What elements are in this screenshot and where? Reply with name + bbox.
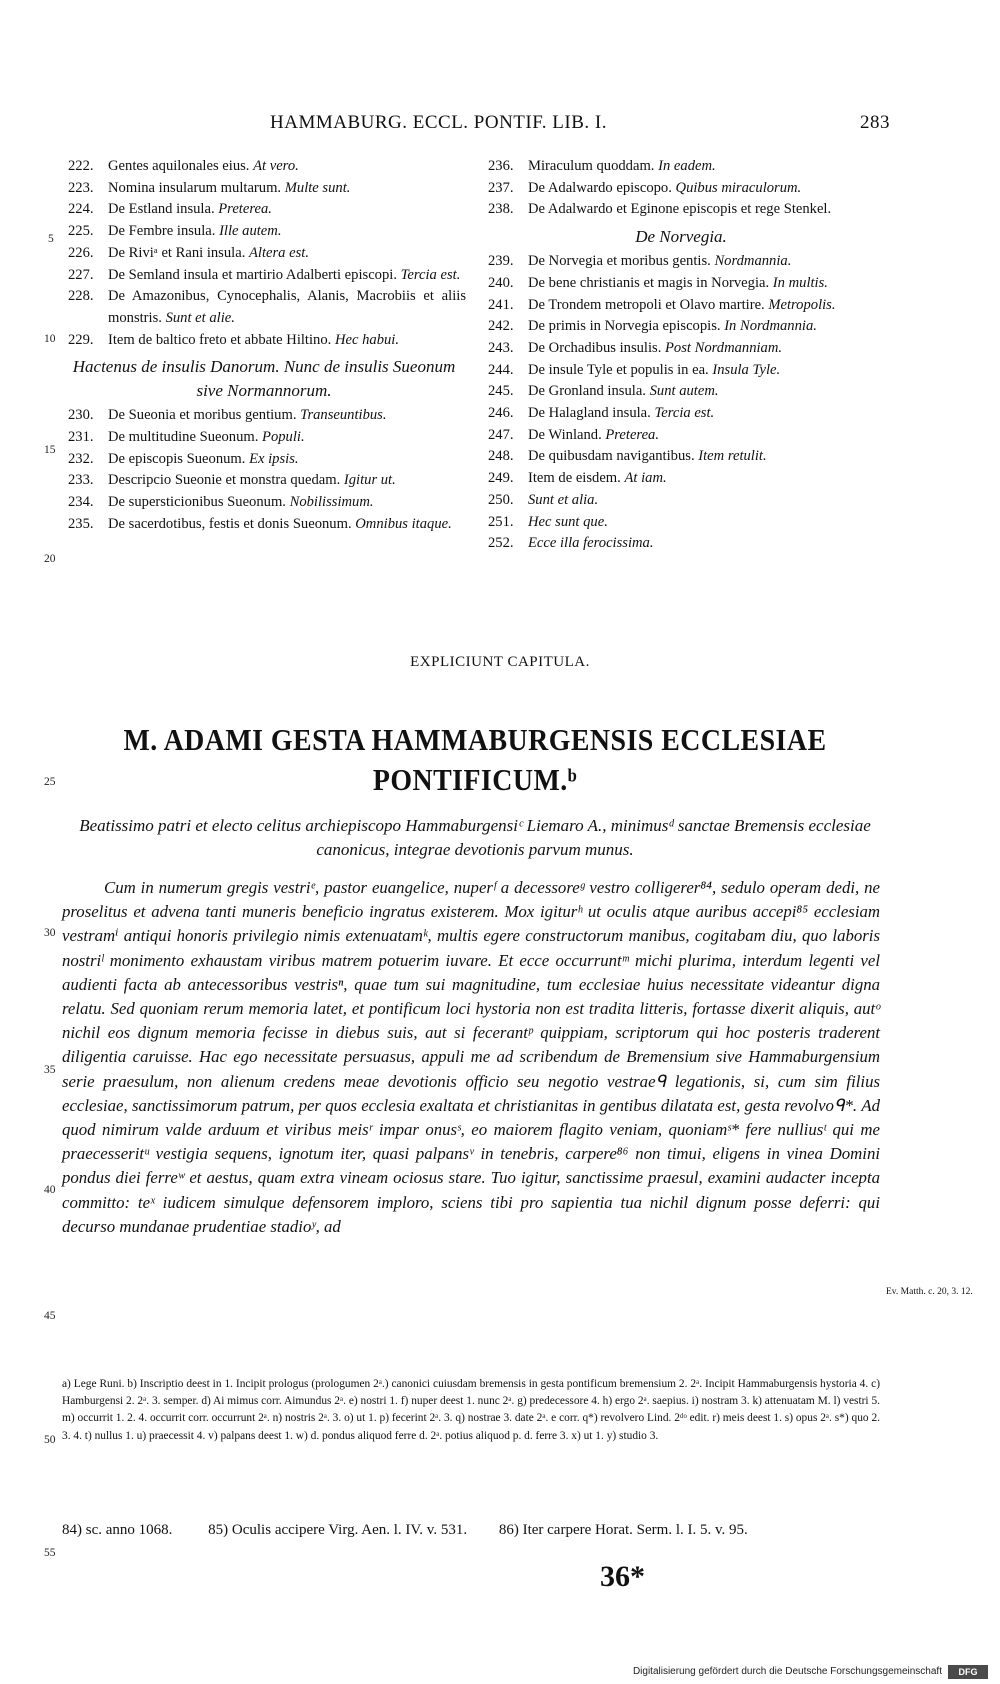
toc-entry-number: 248.	[488, 448, 514, 465]
toc-entry-incipit: Item retulit.	[698, 448, 767, 465]
toc-entry-incipit: Transeuntibus.	[300, 407, 387, 424]
toc-entry	[62, 492, 466, 514]
line-number: 30	[44, 927, 56, 939]
reference-note: 85) Oculis accipere Virg. Aen. l. IV. v. 531.	[208, 1522, 468, 1538]
toc-entry-title: De quibusdam navigantibus.	[528, 448, 695, 465]
toc-entry-title: De multitudine Sueonum.	[108, 429, 259, 446]
toc-entry-incipit: Preterea.	[218, 201, 272, 218]
toc-entry-incipit: Nobilissimum.	[289, 494, 374, 511]
toc-entry-number: 247.	[488, 426, 514, 443]
toc-right-heading: De Norvegia.	[635, 227, 727, 247]
toc-entry-title: De Adalwardo episcopo.	[528, 179, 672, 196]
digitization-note: Digitalisierung gefördert durch die Deutsche Forschungsgemeinschaft	[632, 1666, 942, 1677]
toc-entry-number: 245.	[488, 383, 514, 400]
toc-entry	[62, 221, 466, 243]
toc-entry-incipit: Nordmannia.	[714, 253, 792, 270]
toc-entry-title: De Adalwardo et Eginone episcopis et rege Stenkel.	[528, 201, 832, 218]
toc-left-heading: Hactenus de insulis Danorum. Nunc de insulis Sueonum sive Normannorum.	[72, 357, 456, 401]
toc-entry-title: Nomina insularum multarum.	[108, 179, 282, 196]
toc-entry-number: 238.	[488, 201, 514, 218]
toc-entry-incipit: Metropolis.	[768, 296, 836, 313]
toc-entry-incipit: Tercia est.	[654, 405, 715, 422]
toc-entry-title: De Estland insula.	[108, 201, 215, 218]
toc-entry-number: 237.	[488, 179, 514, 196]
dedication: Beatissimo patri et electo celitus archiepiscopo Hammaburgensiᶜ Liemaro A., minimusᵈ sanctae Bremensis ecclesiae canonicus, integrae devotionis parvum munus.	[79, 816, 871, 859]
toc-entry-title: De Amazonibus, Cynocephalis, Alanis, Macrobiis et aliis monstris.	[108, 288, 466, 326]
toc-entry-incipit: Igitur ut.	[343, 472, 396, 489]
work-title-line-1: M. ADAMI GESTA HAMMABURGENSIS ECCLESIAE	[123, 722, 827, 757]
toc-entry	[482, 468, 880, 490]
toc-entry-incipit: In Nordmannia.	[724, 318, 817, 335]
toc-entry-number: 240.	[488, 274, 514, 291]
toc-entry	[482, 199, 880, 221]
toc-entry	[62, 286, 466, 329]
toc-entry	[482, 251, 880, 273]
toc-entry	[482, 533, 880, 555]
dfg-logo: DFG	[948, 1665, 988, 1679]
toc-entry-incipit: Multe sunt.	[284, 179, 351, 196]
toc-entry	[62, 449, 466, 471]
toc-entry-title: De Orchadibus insulis.	[528, 339, 662, 356]
toc-entry	[62, 243, 466, 265]
toc-entry-incipit: In eadem.	[658, 158, 716, 174]
toc-entry-title: De Riviᵃ et Rani insula.	[108, 244, 246, 261]
toc-entry	[482, 295, 880, 317]
toc-entry-title: De bene christianis et magis in Norvegia.	[528, 274, 770, 291]
toc-entry-number: 230.	[68, 407, 94, 424]
toc-entry	[482, 360, 880, 382]
toc-entry-title: De Gronland insula.	[528, 383, 646, 400]
toc-entry-title: De episcopis Sueonum.	[108, 450, 246, 467]
header-title: HAMMABURG. ECCL. PONTIF. LIB. I.	[270, 112, 607, 133]
line-number: 40	[44, 1184, 56, 1196]
toc-entry-number: 252.	[488, 535, 514, 552]
toc-entry-title: De primis in Norvegia episcopis.	[528, 318, 721, 335]
signature-mark: 36*	[600, 1560, 645, 1593]
toc-entry	[482, 512, 880, 534]
toc-entry-number: 233.	[68, 472, 94, 489]
toc-entry-number: 236.	[488, 158, 514, 174]
reference-note: 86) Iter carpere Horat. Serm. l. I. 5. v. 95.	[498, 1522, 748, 1538]
toc-entry	[62, 199, 466, 221]
explicit-line: EXPLICIUNT CAPITULA.	[410, 654, 590, 670]
toc-entry-number: 224.	[68, 201, 94, 218]
line-number: 50	[44, 1434, 56, 1446]
toc-entry-title: De Trondem metropoli et Olavo martire.	[528, 296, 765, 313]
toc-entry-number: 232.	[68, 450, 94, 467]
toc-entry-number: 228.	[68, 288, 94, 305]
line-number: 35	[44, 1064, 56, 1076]
toc-entry-number: 223.	[68, 179, 94, 196]
toc-entry-title: Miraculum quoddam.	[528, 158, 655, 174]
toc-entry-title: Item de baltico freto et abbate Hiltino.	[108, 331, 332, 348]
toc-entry-title: De insule Tyle et populis in ea.	[528, 361, 709, 378]
toc-entry-title: De Fembre insula.	[108, 223, 216, 240]
toc-entry	[482, 273, 880, 295]
toc-entry-incipit: Sunt et alie.	[165, 309, 235, 326]
toc-left-column	[62, 156, 466, 536]
toc-entry-number: 225.	[68, 223, 94, 240]
toc-entry-title: De Norvegia et moribus gentis.	[528, 253, 711, 270]
work-title-line-2: PONTIFICUM.ᵇ	[372, 762, 578, 797]
toc-entry	[62, 470, 466, 492]
toc-entry-incipit: Populi.	[262, 429, 305, 446]
toc-entry-incipit: Omnibus itaque.	[355, 515, 452, 532]
reference-note: 84) sc. anno 1068.	[62, 1522, 173, 1538]
toc-entry	[62, 265, 466, 287]
toc-entry	[482, 490, 880, 512]
toc-entry-number: 243.	[488, 339, 514, 356]
toc-entry	[62, 156, 466, 178]
toc-entry-incipit: Tercia est.	[400, 266, 461, 283]
toc-entry-title: De supersticionibus Sueonum.	[108, 494, 286, 511]
toc-entry	[482, 425, 880, 447]
toc-entry	[62, 514, 466, 536]
toc-entry-title: Descripcio Sueonie et monstra quedam.	[108, 472, 341, 489]
page-number: 283	[860, 112, 890, 133]
toc-entry-number: 241.	[488, 296, 514, 313]
toc-right-column	[482, 156, 880, 555]
toc-entry-number: 234.	[68, 494, 94, 511]
toc-entry-number: 246.	[488, 405, 514, 422]
toc-entry-title: De sacerdotibus, festis et donis Sueonum.	[108, 515, 352, 532]
toc-entry-number: 251.	[488, 513, 514, 530]
line-number: 20	[44, 553, 56, 565]
toc-entry-incipit: At iam.	[624, 470, 667, 487]
toc-entry-number: 250.	[488, 491, 514, 508]
toc-entry	[482, 178, 880, 200]
toc-entry-incipit: Hec habui.	[334, 331, 399, 348]
toc-entry	[62, 330, 466, 352]
margin-note: Ev. Matth. c. 20, 3. 12.	[886, 1287, 973, 1297]
toc-entry-incipit: Altera est.	[249, 244, 309, 261]
line-number: 5	[48, 233, 54, 245]
toc-entry	[62, 427, 466, 449]
toc-entry-title: De Sueonia et moribus gentium.	[108, 407, 297, 424]
toc-entry-incipit: Ecce illa ferocissima.	[528, 535, 654, 552]
toc-entry-incipit: Sunt et alia.	[528, 491, 599, 508]
toc-entry-incipit: Ex ipsis.	[249, 450, 299, 467]
line-number: 55	[44, 1547, 56, 1559]
toc-entry	[482, 316, 880, 338]
toc-entry-incipit: Sunt autem.	[649, 383, 719, 400]
toc-entry	[482, 156, 880, 178]
toc-entry-number: 231.	[68, 429, 94, 446]
toc-entry-incipit: Insula Tyle.	[712, 361, 781, 378]
line-number: 10	[44, 333, 56, 345]
toc-entry-number: 249.	[488, 470, 514, 487]
toc-entry	[482, 403, 880, 425]
line-number: 25	[44, 776, 56, 788]
reference-notes	[62, 1520, 880, 1541]
toc-entry	[482, 338, 880, 360]
toc-entry-incipit: Quibus miraculorum.	[675, 179, 802, 196]
work-title	[102, 720, 849, 800]
toc-entry-incipit: Hec sunt que.	[528, 513, 608, 530]
toc-entry-number: 227.	[68, 266, 94, 283]
toc-entry-number: 242.	[488, 318, 514, 335]
toc-entry-title: Item de eisdem.	[528, 470, 621, 487]
toc-entry	[482, 381, 880, 403]
toc-entry-title: De Winland.	[528, 426, 602, 443]
toc-entry-number: 226.	[68, 244, 94, 261]
toc-entry-number: 222.	[68, 158, 94, 174]
toc-entry-incipit: Preterea.	[605, 426, 659, 443]
toc-entry-title: De Halagland insula.	[528, 405, 651, 422]
toc-entry-incipit: Ille autem.	[219, 223, 282, 240]
toc-entry-incipit: At vero.	[253, 158, 299, 174]
toc-entry-title: De Semland insula et martirio Adalberti episcopi.	[108, 266, 397, 283]
toc-entry-number: 239.	[488, 253, 514, 270]
critical-apparatus: a) Lege Runi. b) Inscriptio deest in 1. Incipit prologus (prologumen 2ᵃ.) canonici cuiusdam bremensis in gesta pontificum bremensium 2. 2ᵃ. Incipit Hammaburgensis hystoria 4. c) Hamburgensi 2. 2ᵃ. 3. semper. d) Ai mimus corr. Aimundus 2ᵃ. e) nostri 1. f) nuper deest 1. nunc 2ᵃ. g) predecessore 4. h) ergo 2ᵃ. saepius. i) nostram 3. k) attenuatam M. l) vestri 5. m) occurrit 1. 2. 4. occurrit corr. occurrunt 2ᵃ. n) nostris 2ᵃ. 3. o) ut 1. p) fecerint 2ᵃ. 3. q) nostrae 3. date 2ᵃ. e corr. q*) revolvero Lind. 2ᵈᵒ edit. r) meis deest 1. s) opus 2ᵃ. s*) quo 2. 3. 4. t) nullus 1. u) praecessit 4. v) palpans deest 1. w) d. pondus aliquod ferre d. 2ᵃ. potius aliquod p. d. ferre 3. x) ut 1. y) studio 3.	[62, 1378, 880, 1442]
toc-entry	[62, 405, 466, 427]
toc-entry	[482, 446, 880, 468]
line-number: 45	[44, 1310, 56, 1322]
prologue-text: Cum in numerum gregis vestriᵉ, pastor euangelice, nuperᶠ a decessoreᵍ vestro colligerer⁸⁴, sedulo operam dedi, ne proselitus et advena tanti muneris beneficio ingratus existerem. Mox igiturʰ ut oculis atque auribus accepi⁸⁵ ecclesiam vestramⁱ antiqui honoris privilegio nimis extenuatamᵏ, multis egere constructorum manibus, cogitabam diu, quo laboris nostriˡ monimento exhaustam viribus matrem potuerim iuvare. Et ecce occurruntᵐ michi plurima, interdum legenti vel audienti facta ab antecessoribus vestrisⁿ, quae tum sui magnitudine, tum ecclesiae huius necessitate videantur digna relatu. Sed quoniam rerum memoria latet, et pontificum loci hystoria non est tradita litteris, fortasse dixerit aliquis, autᵒ nichil eos dignum memoria fecisse in diebus suis, aut si fecerantᵖ quippiam, scriptorum qui hoc posteris traderent diligentia caruisse. Hac ego necessitate persuasus, appuli me ad scribendum de Bremensium sive Hammaburgensium serie praesulum, non alienum credens meae devotionis officio seu negotio vestraeᑫ legationis, si, cum sim filius ecclesiae, sanctissimorum patrum, per quos ecclesia exaltata et christianitas in gentibus dilatata est, gesta revolvoᑫ*. Ad quod nimirum valde arduum et viribus meisʳ impar onusˢ, eo maiorem flagito veniam, quoniamˢ* fere nulliusᵗ qui me praecesseritᵘ vestigia sequens, ignotum iter, quasi palpansᵛ in tenebris, carpere⁸⁶ non timui, eligens in vinea Domini pondus diei ferreʷ et aestus, quam extra vineam ociosus stare. Tuo igitur, sanctissime praesul, examini audacter incepta committo: teˣ iudicem simulque defensorem imploro, sciens tibi pro sapientia tua nichil dignum posse deferri: qui decurso mundanae prudentiae stadioʸ, ad	[62, 878, 880, 1236]
toc-entry	[62, 178, 466, 200]
toc-entry-incipit: In multis.	[772, 274, 828, 291]
line-number: 15	[44, 444, 56, 456]
toc-entry-number: 229.	[68, 331, 94, 348]
toc-entry-number: 244.	[488, 361, 514, 378]
toc-entry-title: Gentes aquilonales eius.	[108, 158, 250, 174]
toc-entry-number: 235.	[68, 515, 94, 532]
toc-entry-incipit: Post Nordmanniam.	[665, 339, 783, 356]
